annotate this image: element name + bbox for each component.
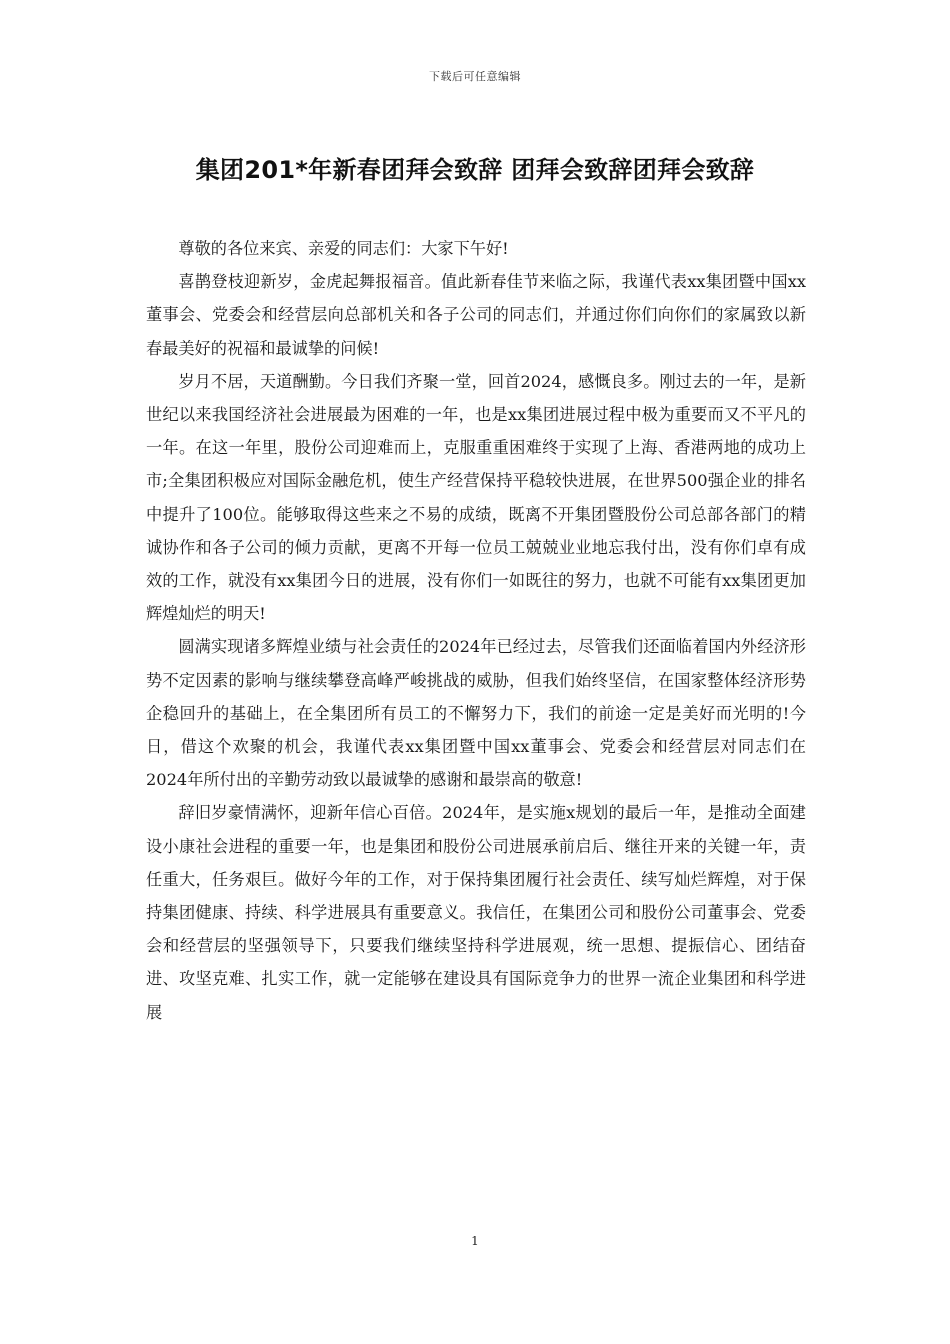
page-number: 1 xyxy=(471,1234,479,1248)
header-note: 下载后可任意编辑 xyxy=(429,70,521,83)
paragraph-review: 岁月不居，天道酬勤。今日我们齐聚一堂，回首2024，感慨良多。刚过去的一年，是新世纪以来我国经济社会进展最为困难的一年，也是xx集团进展过程中极为重要而又不平凡的一年。在这一年里，股份公司迎难而上，克服重重困难终于实现了上海、香港两地的成功上市;全集团积极应对国际金融危机，使生产经营保持平稳较快进展，在世界500强企业的排名中提升了100位。能够取得这些来之不易的成绩，既离不开集团暨股份公司总部各部门的精诚协作和各子公司的倾力贡献，更离不开每一位员工兢兢业业地忘我付出，没有你们卓有成效的工作，就没有xx集团今日的进展，没有你们一如既往的努力，也就不可能有xx集团更加辉煌灿烂的明天! xyxy=(146,371,806,624)
paragraph-gratitude: 圆满实现诸多辉煌业绩与社会责任的2024年已经过去，尽管我们还面临着国内外经济形势不定因素的影响与继续攀登高峰严峻挑战的威胁，但我们始终坚信，在国家整体经济形势企稳回升的基础上，在全集团所有员工的不懈努力下，我们的前途一定是美好而光明的!今日，借这个欢聚的机会，我谨代表xx集团暨中国xx董事会、党委会和经营层对同志们在2024年所付出的辛勤劳动致以最诚挚的感谢和最崇高的敬意! xyxy=(146,637,806,790)
document-title: 集团201*年新春团拜会致辞 团拜会致辞团拜会致辞 xyxy=(195,156,755,184)
paragraph-new-year-wishes: 喜鹊登枝迎新岁，金虎起舞报福音。值此新春佳节来临之际，我谨代表xx集团暨中国xx董事会、党委会和经营层向总部机关和各子公司的同志们，并通过你们向你们的家属致以新春最美好的祝福和最诚挚的问候! xyxy=(146,272,806,358)
document-body xyxy=(146,232,806,1029)
paragraph-outlook: 辞旧岁豪情满怀，迎新年信心百倍。2024年，是实施x规划的最后一年，是推动全面建设小康社会进程的重要一年，也是集团和股份公司进展承前启后、继往开来的关键一年，责任重大，任务艰巨。做好今年的工作，对于保持集团履行社会责任、续写灿烂辉煌，对于保持集团健康、持续、科学进展具有重要意义。我信任，在集团公司和股份公司董事会、党委会和经营层的坚强领导下，只要我们继续坚持科学进展观，统一思想、提振信心、团结奋进、攻坚克难、扎实工作，就一定能够在建设具有国际竞争力的世界一流企业集团和科学进展 xyxy=(146,803,806,1022)
paragraph-greeting: 尊敬的各位来宾、亲爱的同志们：大家下午好! xyxy=(178,239,509,258)
